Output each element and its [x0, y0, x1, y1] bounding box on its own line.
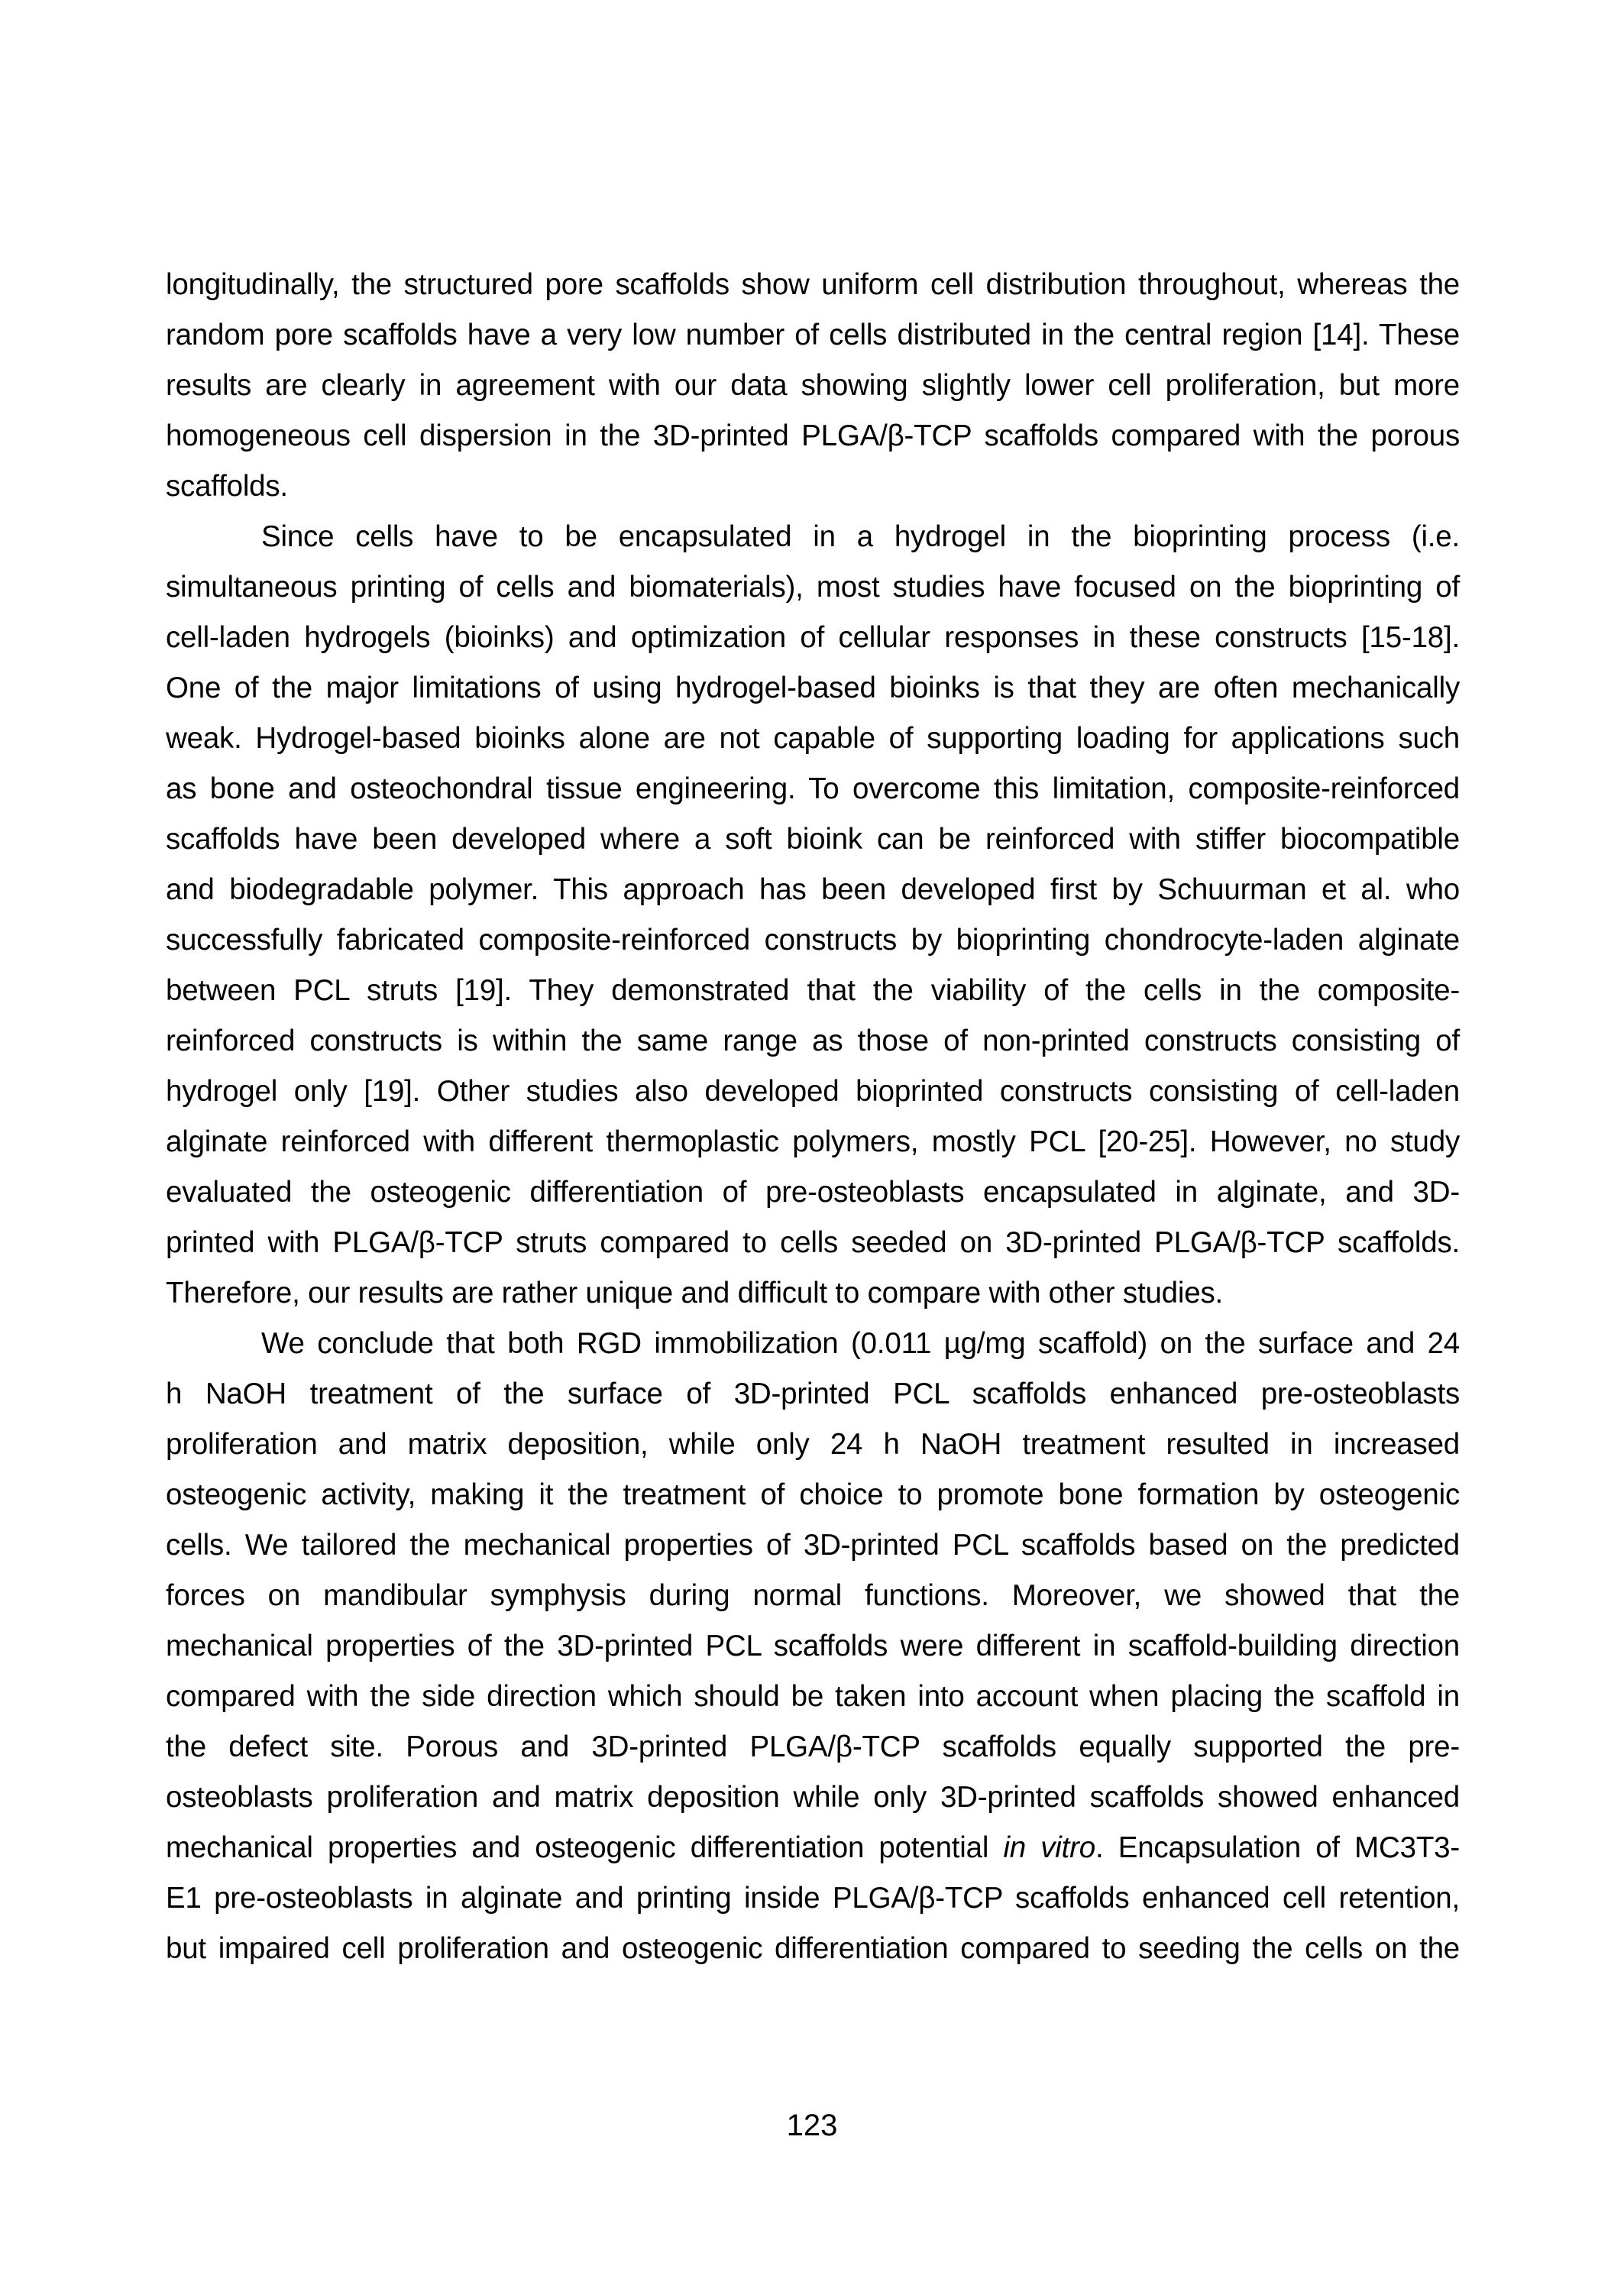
- page-number: 123: [786, 2109, 838, 2142]
- text-line: h NaOH treatment of the surface of 3D-printed PCL scaffolds enhanced pre-osteoblasts: [166, 1377, 1460, 1410]
- text-line: weak. Hydrogel-based bioinks alone are not capable of supporting loading for applications such: [166, 722, 1460, 755]
- body-text: [166, 260, 1460, 1974]
- text-line: longitudinally, the structured pore scaffolds show uniform cell distribution throughout, whereas the: [166, 268, 1460, 301]
- text-line: but impaired cell proliferation and osteogenic differentiation compared to seeding the cells on the: [166, 1932, 1460, 1965]
- text-line: results are clearly in agreement with our data showing slightly lower cell proliferation, but more: [166, 369, 1460, 402]
- text-line: simultaneous printing of cells and biomaterials), most studies have focused on the bioprinting of: [166, 571, 1460, 604]
- text-line: cell-laden hydrogels (bioinks) and optimization of cellular responses in these constructs [15-18].: [166, 621, 1460, 654]
- text-line: homogeneous cell dispersion in the 3D-printed PLGA/β-TCP scaffolds compared with the porous: [166, 419, 1460, 452]
- text-line: proliferation and matrix deposition, while only 24 h NaOH treatment resulted in increased: [166, 1428, 1460, 1461]
- text-line: compared with the side direction which should be taken into account when placing the scaffold in: [166, 1680, 1460, 1713]
- text-line: Since cells have to be encapsulated in a hydrogel in the bioprinting process (i.e.: [261, 520, 1460, 553]
- text-line: mechanical properties and osteogenic differentiation potential in vitro. Encapsulation of MC3T3-: [166, 1831, 1461, 1864]
- text-line: random pore scaffolds have a very low number of cells distributed in the central region [14]. These: [166, 319, 1460, 351]
- text-line: scaffolds.: [166, 470, 288, 503]
- text-line: successfully fabricated composite-reinforced constructs by bioprinting chondrocyte-laden alginate: [166, 924, 1460, 957]
- text-line: forces on mandibular symphysis during normal functions. Moreover, we showed that the: [166, 1579, 1460, 1612]
- text-line: cells. We tailored the mechanical properties of 3D-printed PCL scaffolds based on the predicted: [166, 1529, 1460, 1562]
- text-line: Therefore, our results are rather unique and difficult to compare with other studies.: [166, 1277, 1224, 1309]
- text-line: as bone and osteochondral tissue engineering. To overcome this limitation, composite-reinforced: [166, 772, 1460, 805]
- text-line: evaluated the osteogenic differentiation of pre-osteoblasts encapsulated in alginate, and 3D-: [166, 1176, 1460, 1209]
- text-line: We conclude that both RGD immobilization (0.011 µg/mg scaffold) on the surface and 24: [261, 1327, 1460, 1360]
- text-line: reinforced constructs is within the same range as those of non-printed constructs consisting of: [166, 1025, 1460, 1057]
- text-line: scaffolds have been developed where a soft bioink can be reinforced with stiffer biocompatible: [166, 823, 1460, 856]
- text-line: E1 pre-osteoblasts in alginate and printing inside PLGA/β-TCP scaffolds enhanced cell retention,: [166, 1882, 1460, 1915]
- text-line: osteoblasts proliferation and matrix deposition while only 3D-printed scaffolds showed enhanced: [166, 1781, 1460, 1814]
- italic-text: in vitro: [1003, 1831, 1095, 1864]
- text-line: hydrogel only [19]. Other studies also developed bioprinted constructs consisting of cell-laden: [166, 1075, 1460, 1108]
- text-line: One of the major limitations of using hydrogel-based bioinks is that they are often mechanically: [166, 672, 1460, 704]
- text-line: osteogenic activity, making it the treatment of choice to promote bone formation by osteogenic: [166, 1478, 1460, 1511]
- text-line: alginate reinforced with different thermoplastic polymers, mostly PCL [20-25]. However, no study: [166, 1125, 1460, 1158]
- text-line: the defect site. Porous and 3D-printed PLGA/β-TCP scaffolds equally supported the pre-: [166, 1730, 1460, 1763]
- text-line: between PCL struts [19]. They demonstrated that the viability of the cells in the composite-: [166, 974, 1460, 1007]
- text-line: printed with PLGA/β-TCP struts compared to cells seeded on 3D-printed PLGA/β-TCP scaffolds.: [166, 1226, 1460, 1259]
- text-line: mechanical properties of the 3D-printed PCL scaffolds were different in scaffold-building direction: [166, 1630, 1460, 1662]
- text-line: and biodegradable polymer. This approach has been developed first by Schuurman et al. who: [166, 873, 1460, 906]
